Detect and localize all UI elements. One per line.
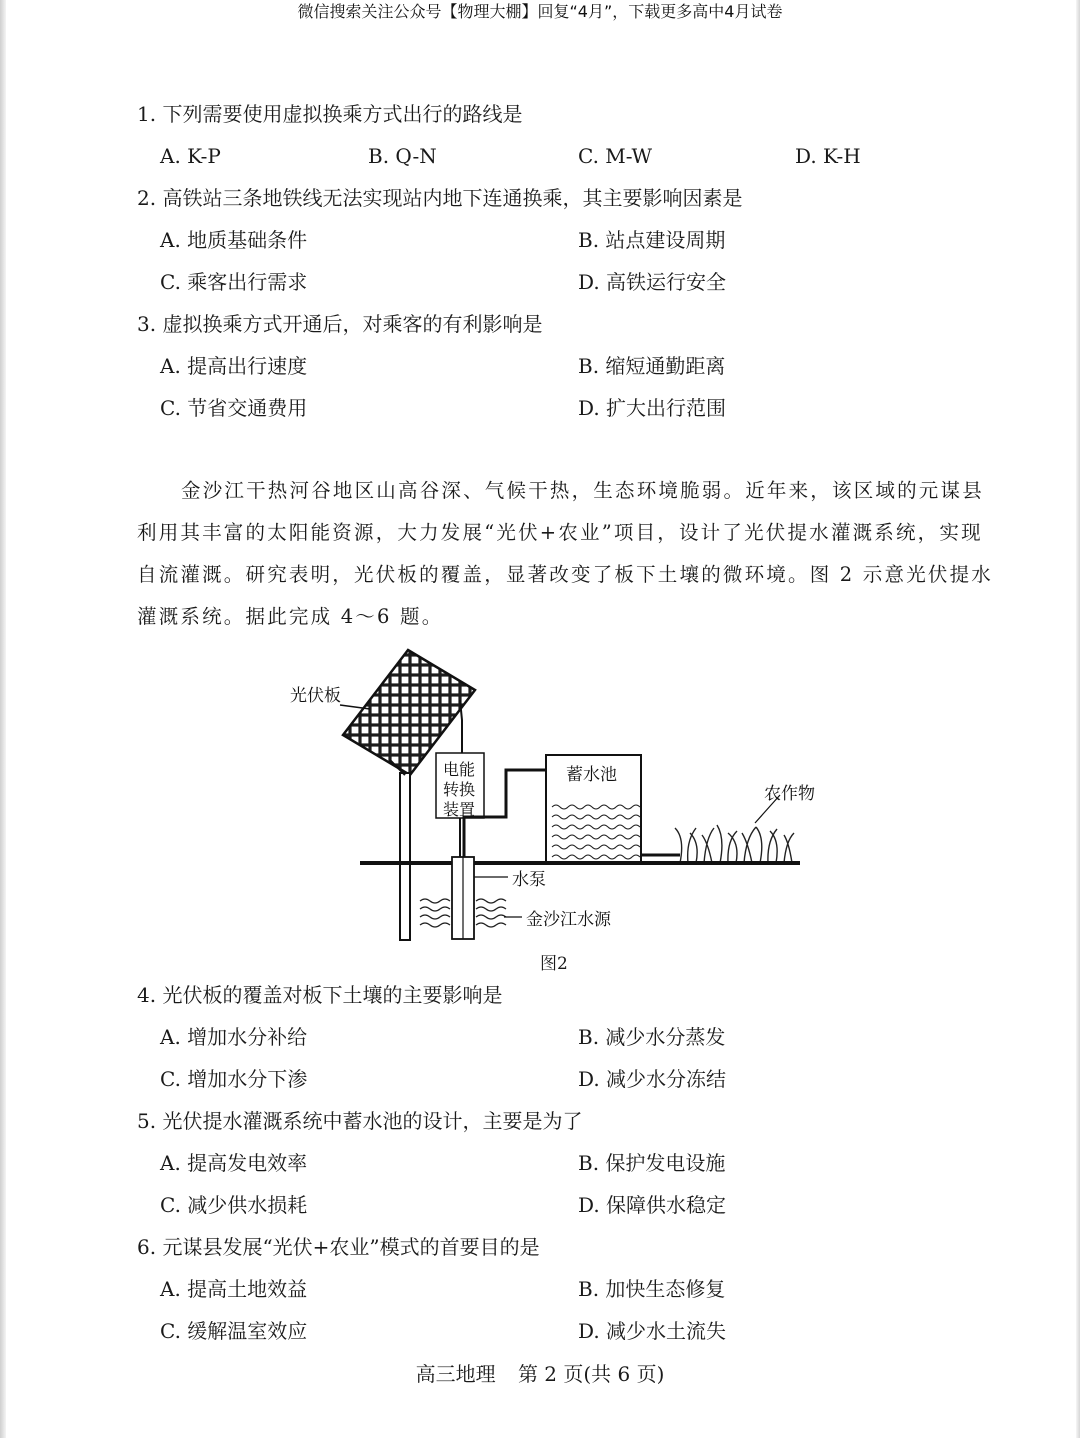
question-3-option-d: D. 扩大出行范围 [578, 396, 727, 420]
question-2-option-b: B. 站点建设周期 [578, 228, 726, 252]
question-2-option-c: C. 乘客出行需求 [160, 270, 308, 294]
question-1-option-d: D. K-H [795, 144, 861, 168]
footer-page-number: 第 2 页(共 6 页) [517, 1362, 665, 1386]
question-1-stem: 1. 下列需要使用虚拟换乘方式出行的路线是 [137, 102, 523, 126]
footer-subject: 高三地理 [415, 1362, 496, 1386]
label-reservoir: 蓄水池 [566, 765, 617, 785]
question-3-stem: 3. 虚拟换乘方式开通后，对乘客的有利影响是 [137, 312, 543, 336]
promo-banner: 微信搜索关注公众号【物理大棚】回复“4月”，下载更多高中4月试卷 [297, 2, 783, 21]
passage-line-4: 灌溉系统。据此完成 4～6 题。 [137, 605, 444, 628]
question-6-option-d: D. 减少水土流失 [578, 1319, 727, 1343]
question-5-option-a: A. 提高发电效率 [160, 1151, 308, 1175]
passage-line-3: 自流灌溉。研究表明，光伏板的覆盖，显著改变了板下土壤的微环境。图 2 示意光伏提水 [137, 563, 994, 586]
question-4-stem: 4. 光伏板的覆盖对板下土壤的主要影响是 [137, 983, 503, 1007]
question-2-option-a: A. 地质基础条件 [160, 228, 308, 252]
label-converter-1: 电能 [443, 760, 476, 779]
label-converter-3: 装置 [443, 800, 476, 819]
question-3-option-b: B. 缩短通勤距离 [578, 354, 726, 378]
question-4-option-b: B. 减少水分蒸发 [578, 1025, 726, 1049]
passage-line-1: 金沙江干热河谷地区山高谷深、气候干热，生态环境脆弱。近年来，该区域的元谋县 [181, 479, 984, 502]
label-source: 金沙江水源 [526, 910, 611, 930]
question-5-stem: 5. 光伏提水灌溉系统中蓄水池的设计，主要是为了 [137, 1109, 583, 1133]
question-6-option-c: C. 缓解温室效应 [160, 1319, 308, 1343]
question-1-option-b: B. Q-N [368, 144, 437, 168]
question-6-stem: 6. 元谋县发展“光伏+农业”模式的首要目的是 [137, 1235, 540, 1259]
passage-line-2: 利用其丰富的太阳能资源，大力发展“光伏+农业”项目，设计了光伏提水灌溉系统，实现 [137, 521, 983, 544]
question-2-option-d: D. 高铁运行安全 [578, 270, 727, 294]
page-footer [0, 1360, 1080, 1388]
figure-2-diagram [280, 645, 840, 985]
page-edge-right [1076, 0, 1080, 1438]
question-3-option-a: A. 提高出行速度 [160, 354, 308, 378]
question-5-option-c: C. 减少供水损耗 [160, 1193, 308, 1217]
panel-wire [460, 700, 462, 753]
question-5-option-b: B. 保护发电设施 [578, 1151, 726, 1175]
question-6-option-a: A. 提高土地效益 [160, 1277, 308, 1301]
pump-well [452, 857, 474, 939]
label-converter-2: 转换 [443, 780, 476, 799]
label-pump: 水泵 [512, 870, 546, 890]
question-5-option-d: D. 保障供水稳定 [578, 1193, 727, 1217]
question-1-option-a: A. K-P [160, 144, 221, 168]
label-crops: 农作物 [764, 784, 815, 804]
question-4-option-c: C. 增加水分下渗 [160, 1067, 308, 1091]
question-2-stem: 2. 高铁站三条地铁线无法实现站内地下连通换乘，其主要影响因素是 [137, 186, 743, 210]
passage [137, 470, 994, 638]
question-6-option-b: B. 加快生态修复 [578, 1277, 726, 1301]
page-edge-left [0, 0, 6, 1438]
question-3-option-c: C. 节省交通费用 [160, 396, 308, 420]
question-4-option-a: A. 增加水分补给 [160, 1025, 308, 1049]
question-1-option-c: C. M-W [578, 144, 653, 168]
figure-caption: 图2 [540, 954, 568, 974]
panel-pole [400, 773, 410, 940]
crops [675, 825, 794, 863]
question-4-option-d: D. 减少水分冻结 [578, 1067, 727, 1091]
label-panel: 光伏板 [290, 686, 341, 706]
